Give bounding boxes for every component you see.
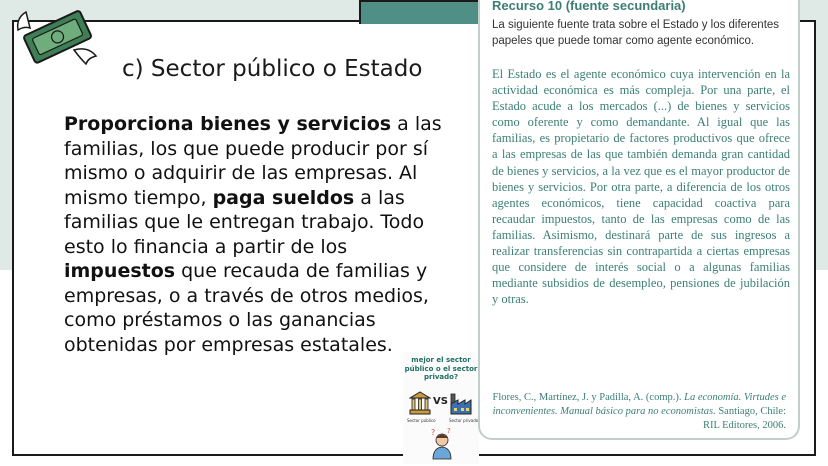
section-title: c) Sector público o Estado	[122, 56, 423, 82]
source-title: Recurso 10 (fuente secundaria)	[492, 0, 686, 13]
source-panel	[478, 0, 800, 440]
infographic-left-caption: Sector público	[407, 418, 436, 423]
source-intro: La siguiente fuente trata sobre el Estado y los diferentes papeles que puede tomar como agente económico.	[492, 19, 780, 47]
bold-phrase-sueldos: paga sueldos	[212, 186, 355, 209]
infographic-vs: VS	[433, 396, 448, 407]
government-building-icon	[409, 390, 431, 416]
svg-text:?: ?	[431, 428, 436, 437]
source-citation	[490, 391, 786, 433]
text-segment-3: que recauda de familias y empresas, o a través de otros medios, como préstamos o las ganancias obtenidas por empresas estatales.	[64, 260, 429, 356]
svg-text:?: ?	[447, 427, 451, 435]
money-wings-icon	[12, 2, 112, 72]
bold-phrase-impuestos: impuestos	[64, 260, 176, 282]
text-segment-1: a las familias, los que puede producir por sí mismo o adquirir de las empresas. Al mismo tiempo,	[64, 113, 442, 209]
citation-authors: Flores, C., Martínez, J. y Padilla, A. (comp.).	[492, 392, 685, 403]
citation-publisher: Santiago, Chile: RIL Editores, 2006.	[702, 406, 786, 431]
infographic-right-caption: Sector privado	[449, 418, 479, 423]
public-vs-private-infographic	[403, 352, 479, 464]
confused-person-icon	[429, 426, 455, 460]
main-paragraph	[64, 112, 464, 357]
source-body-text: El Estado es el agente económico cuya intervención en la actividad económica es más compleja. Por una parte, el Estado acude a los mercados (...) de bienes y servicios como oferente y como demandante. Al igual que las familias, es propietario de factores productivos que ofrece a las empresas de las que también demanda gran cantidad de bienes y servicios, a la vez que es el mayor productor de bienes y servicios. Por otra parte, a diferencia de los otros agentes económicos, tiene capacidad coactiva para recaudar impuestos, tanto de las empresas como de las familias. Asimismo, destinará parte de sus ingresos a realizar transferencias sin contrapartida a ciertas empresas que considere de interés social o a algunas familias mediante subsidios de desempleo, pensiones de jubilación y otras.	[492, 67, 790, 307]
bold-phrase-bienes: Proporciona bienes y servicios	[64, 113, 392, 135]
factory-icon	[449, 390, 473, 416]
text-segment-2: a las familias que le entregan trabajo. Todo esto lo financia a partir de los	[64, 186, 425, 258]
citation-title: La economía. Virtudes e inconvenientes. Manual básico para no economistas.	[492, 392, 786, 417]
infographic-question: mejor el sector público o el sector privado?	[404, 356, 478, 381]
